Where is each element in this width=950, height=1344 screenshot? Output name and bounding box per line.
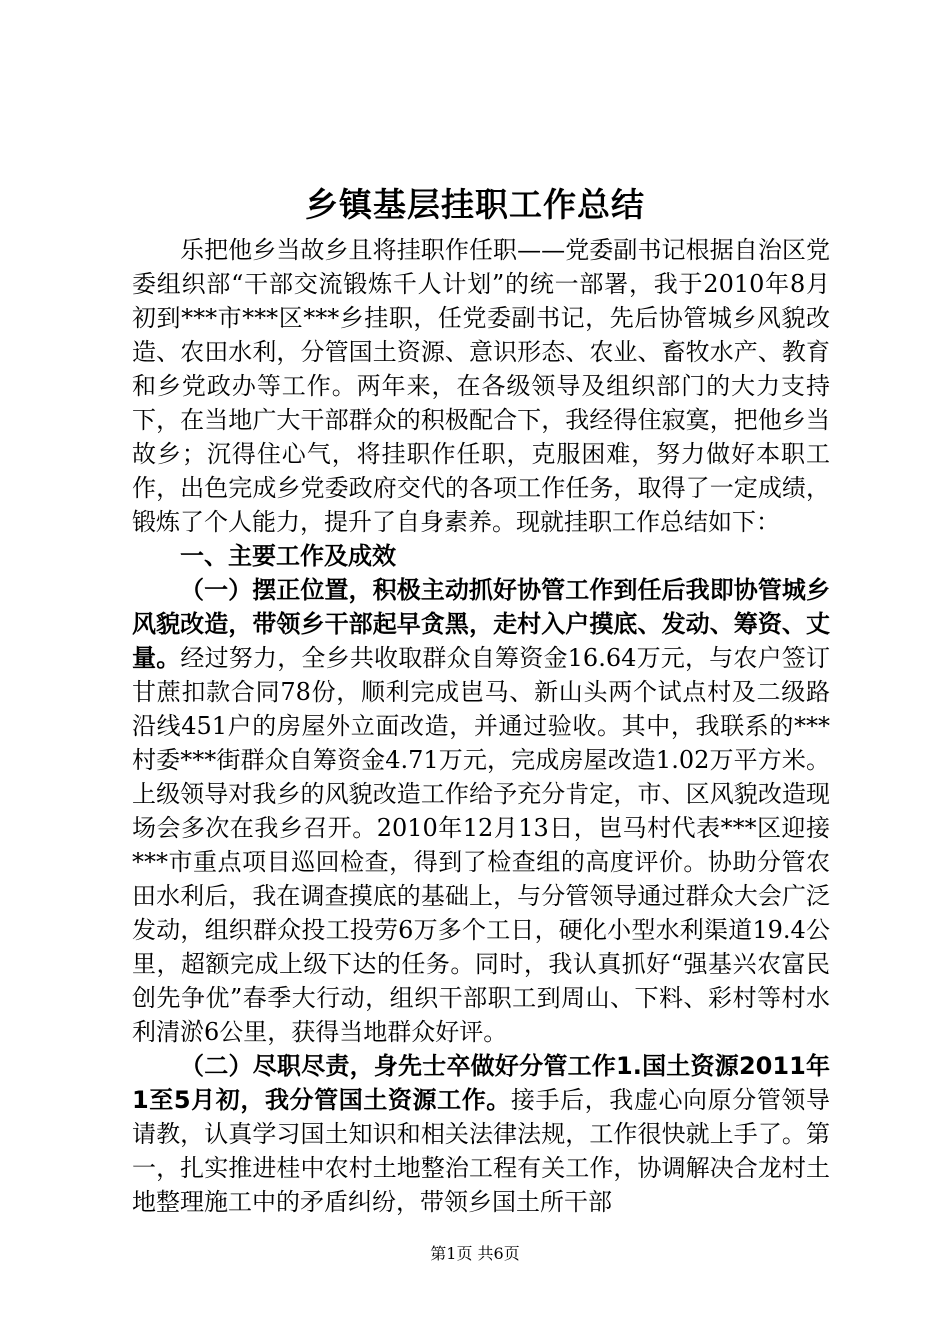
section-heading-main-work: 一、主要工作及成效 <box>180 542 396 570</box>
subsection-2-body: 接手后，我虚心向原分管领导请教，认真学习国土知识和相关法律法规，工作很快就上手了。第一，扎实推进桂中农村土地整治工程有关工作，协调解决合龙村土地整理施工中的矛盾纠纷，带领乡国土所干部 <box>132 1086 831 1216</box>
document-title: 乡镇基层挂职工作总结 <box>305 185 645 224</box>
subsection-1-paragraph <box>132 573 830 1049</box>
document-body <box>132 233 830 1219</box>
page-number-footer: 第1页 共6页 <box>430 1244 520 1263</box>
subsection-2-paragraph <box>132 1049 830 1219</box>
intro-paragraph: 乐把他乡当故乡且将挂职作任职——党委副书记根据自治区党委组织部“干部交流锻炼千人计划”的统一部署，我于2010年8月初到***市***区***乡挂职，任党委副书记，先后协管城乡风貌改造、农田水利，分管国土资源、意识形态、农业、畜牧水产、教育和乡党政办等工作。两年来，在各级领导及组织部门的大力支持下，在当地广大干部群众的积极配合下，我经得住寂寞，把他乡当故乡；沉得住心气，将挂职作任职，克服困难，努力做好本职工作，出色完成乡党委政府交代的各项工作任务，取得了一定成绩，锻炼了个人能力，提升了自身素养。现就挂职工作总结如下： <box>132 236 830 536</box>
subsection-1-body: 经过努力，全乡共收取群众自筹资金16.64万元，与农户签订甘蔗扣款合同78份，顺利完成岜马、新山头两个试点村及二级路沿线451户的房屋外立面改造，并通过验收。其中，我联系的***村委***街群众自筹资金4.71万元，完成房屋改造1.02万平方米。上级领导对我乡的风貌改造工作给予充分肯定，市、区风貌改造现场会多次在我乡召开。2010年12月13日，岜马村代表***区迎接***市重点项目巡回检查，得到了检查组的高度评价。协助分管农田水利后，我在调查摸底的基础上，与分管领导通过群众大会广泛发动，组织群众投工投劳6万多个工日，硬化小型水利渠道19.4公里，超额完成上级下达的任务。同时，我认真抓好“强基兴农富民创先争优”春季大行动，组织干部职工到周山、下料、彩村等村水利清淤6公里，获得当地群众好评。 <box>132 644 830 1046</box>
subsection-2-lead: （二）尽职尽责，身先士卒做好分管工作1.国土资源2011年1至5月初，我分管国土资源工作。 <box>132 1052 830 1114</box>
subsection-1-lead: （一）摆正位置，积极主动抓好协管工作到任后我即协管城乡风貌改造，带领乡干部起早贪黑，走村入户摸底、发动、筹资、丈量。 <box>132 576 830 672</box>
